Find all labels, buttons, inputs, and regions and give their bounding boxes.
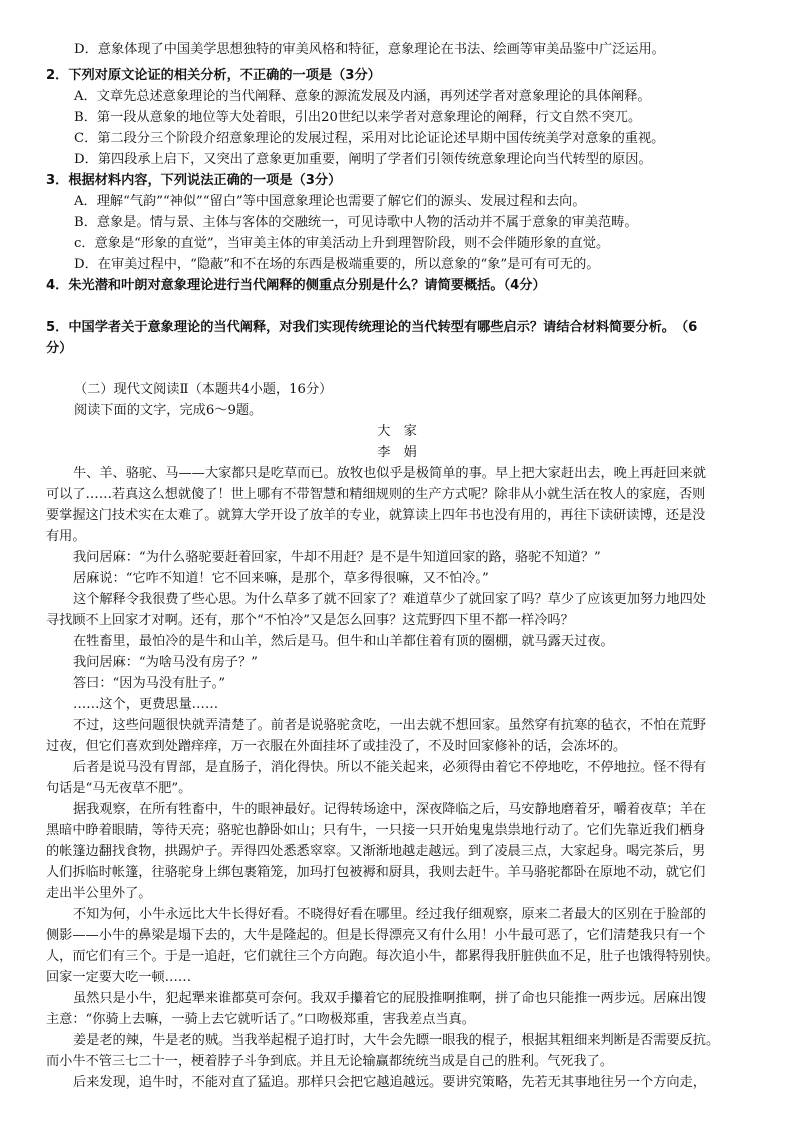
- passage-line: 我问居麻：“为什么骆驼要赶着回家，牛却不用赶？是不是牛知道回家的路，骆驼不知道？”: [73, 550, 601, 565]
- passage-line: 句话是“马无夜草不肥”。: [46, 781, 192, 796]
- passage-line: 过夜，但它们喜欢到处蹭痒痒，万一衣服在外面挂坏了或挂没了，不及时回家修补的话，会冻坏的。: [46, 739, 627, 754]
- passage-line: 而小牛不管三七二十一，梗着脖子斗争到底。并且无论输赢都统统当成是自己的胜利。气死我了。: [46, 1054, 614, 1069]
- q3-stem: 3．根据材料内容，下列说法正确的一项是（3分）: [46, 173, 342, 188]
- passage-line: 主意：“你骑上去嘛，一骑上去它就听话了。”口吻极郑重，害我差点当真。: [46, 1012, 475, 1027]
- q1-option-d: D．意象体现了中国美学思想独特的审美风格和特征，意象理论在书法、绘画等审美品鉴中广泛运用。: [74, 42, 665, 57]
- passage-title: 大 家: [377, 424, 417, 439]
- passage-line: 居麻说：“它咋不知道！它不回来嘛，是那个，草多得很嘛，又不怕冷。”: [73, 571, 489, 586]
- passage-line: 不知为何，小牛永远比大牛长得好看。不晓得好看在哪里。经过我仔细观察，原来二者最大的区别在于脸部的: [73, 907, 706, 922]
- q5-stem-continued: 分）: [46, 341, 73, 356]
- passage-line: 黑暗中睁着眼睛，等待天亮；骆驼也静卧如山；只有牛，一只接一只开始鬼鬼祟祟地行动了。它们先靠近我们栖身: [46, 823, 706, 838]
- passage-line: 侧影——小牛的鼻梁是塌下去的，大牛是隆起的。但是长得漂亮又有什么用！小牛最可恶了，它们清楚我只有一个: [46, 928, 706, 943]
- passage-line: 后来发现，追牛时，不能对直了猛追。那样只会把它越追越远。要讲究策略，先若无其事地往另一个方向走，: [73, 1075, 706, 1090]
- passage-line: 牛、羊、骆驼、马——大家都只是吃草而已。放牧也似乎是极简单的事。早上把大家赶出去，晚上再赶回来就: [73, 466, 706, 481]
- passage-line: 姜是老的辣，牛是老的贼。当我举起棍子追打时，大牛会先瞟一眼我的棍子，根据其粗细来判断是否需要反抗。: [73, 1033, 720, 1048]
- passage-line: 人，而它们有三个。于是一追赶，它们就往三个方向跑。每次追小牛，都累得我肝脏供血不足，肚子也饿得特别快。: [46, 949, 719, 964]
- q3-option-d: D．在审美过程中，“隐蔽”和不在场的东西是极端重要的，所以意象的“象”是可有可无的。: [74, 257, 600, 272]
- passage-line: 寻找顾不上回家才对啊。还有，那个“不怕冷”又是怎么回事？这荒野四下里不都一样冷吗？: [46, 613, 574, 628]
- q2-option-a: A．文章先总述意象理论的当代阐释、意象的源流发展及内涵，再列述学者对意象理论的具体阐释。: [74, 89, 651, 104]
- section-heading: （二）现代文阅读Ⅱ（本题共4小题，16分）: [74, 382, 333, 397]
- q3-option-b: B．意象是。情与景、主体与客体的交融统一，可见诗歌中人物的活动并不属于意象的审美范畴。: [74, 215, 638, 230]
- passage-line: 有用。: [46, 529, 86, 544]
- passage-line: 人们拆临时帐篷，往骆驼身上绑包裹箱笼，加玛打包被褥和厨具，我则去赶牛。羊马骆驼都卧在原地不动，就它们: [46, 865, 706, 880]
- passage-line: 我问居麻：“为啥马没有房子？”: [73, 655, 258, 670]
- q2-option-d: D．第四段承上启下，又突出了意象更加重要，阐明了学者们引领传统意象理论向当代转型的原因。: [74, 152, 652, 167]
- passage-line: 不过，这些问题很快就弄清楚了。前者是说骆驼贪吃，一出去就不想回家。虽然穿有抗寒的毡衣，不怕在荒野: [73, 718, 706, 733]
- q4-stem: 4．朱光潜和叶朗对意象理论进行当代阐释的侧重点分别是什么？请简要概括。（4分）: [46, 278, 546, 293]
- passage-line: ……这个，更费思量……: [73, 697, 219, 712]
- passage-line: 虽然只是小牛，犯起犟来谁都莫可奈何。我双手攥着它的屁股推啊推啊，拼了命也只能推一两步远。居麻出馊: [73, 991, 706, 1006]
- section-instruction: 阅读下面的文字，完成6～9题。: [74, 403, 263, 418]
- q2-stem: 2．下列对原文论证的相关分析，不正确的一项是（3分）: [46, 68, 381, 83]
- passage-line: 这个解释令我很费了些心思。为什么草多了就不回家了？难道草少了就回家了吗？草少了应该更加努力地四处: [73, 592, 706, 607]
- q3-option-c: c．意象是“形象的直觉”，当审美主体的审美活动上升到理智阶段，则不会伴随形象的直觉。: [74, 236, 610, 251]
- passage-line: 要掌握这门技术实在太难了。就算大学开设了放羊的专业，就算读上四年书也没有用的，再往下读研读博，还是没: [46, 508, 706, 523]
- passage-line: 在牲畜里，最怕冷的是牛和山羊，然后是马。但牛和山羊都住着有顶的圈棚，就马露天过夜。: [73, 634, 614, 649]
- passage-author: 李 娟: [377, 445, 417, 460]
- passage-line: 走出半公里外了。: [46, 886, 152, 901]
- q5-stem: 5．中国学者关于意象理论的当代阐释，对我们实现传统理论的当代转型有哪些启示？请结合材料简要分析。 （6: [46, 320, 698, 335]
- passage-line: 可以了……若真这么想就傻了！世上哪有不带智慧和精细规则的生产方式呢？除非从小就生活在牧人的家庭，否则: [46, 487, 706, 502]
- q2-option-c: C．第二段分三个阶段介绍意象理论的发展过程，采用对比论证论述早期中国传统美学对意象的重视。: [74, 131, 665, 146]
- passage-line: 回家一定要大吃一顿……: [46, 970, 192, 985]
- passage-line: 答曰：“因为马没有肚子。”: [73, 676, 225, 691]
- q2-option-b: B．第一段从意象的地位等大处着眼，引出20世纪以来学者对意象理论的阐释，行文自然不突兀。: [74, 110, 642, 125]
- passage-line: 据我观察，在所有牲畜中，牛的眼神最好。记得转场途中，深夜降临之后，马安静地磨着牙，嚼着夜草；羊在: [73, 802, 706, 817]
- passage-line: 后者是说马没有胃部，是直肠子，消化得快。所以不能关起来，必须得由着它不停地吃，不停地拉。怪不得有: [73, 760, 706, 775]
- passage-line: 的帐篷边翻找食物，拱踢炉子。弄得四处悉悉窣窣。又渐渐地越走越远。到了凌晨三点，大家起身。喝完茶后，男: [46, 844, 706, 859]
- q3-option-a: A．理解“气韵”“神似”“留白”等中国意象理论也需要了解它们的源头、发展过程和去向。: [74, 194, 586, 209]
